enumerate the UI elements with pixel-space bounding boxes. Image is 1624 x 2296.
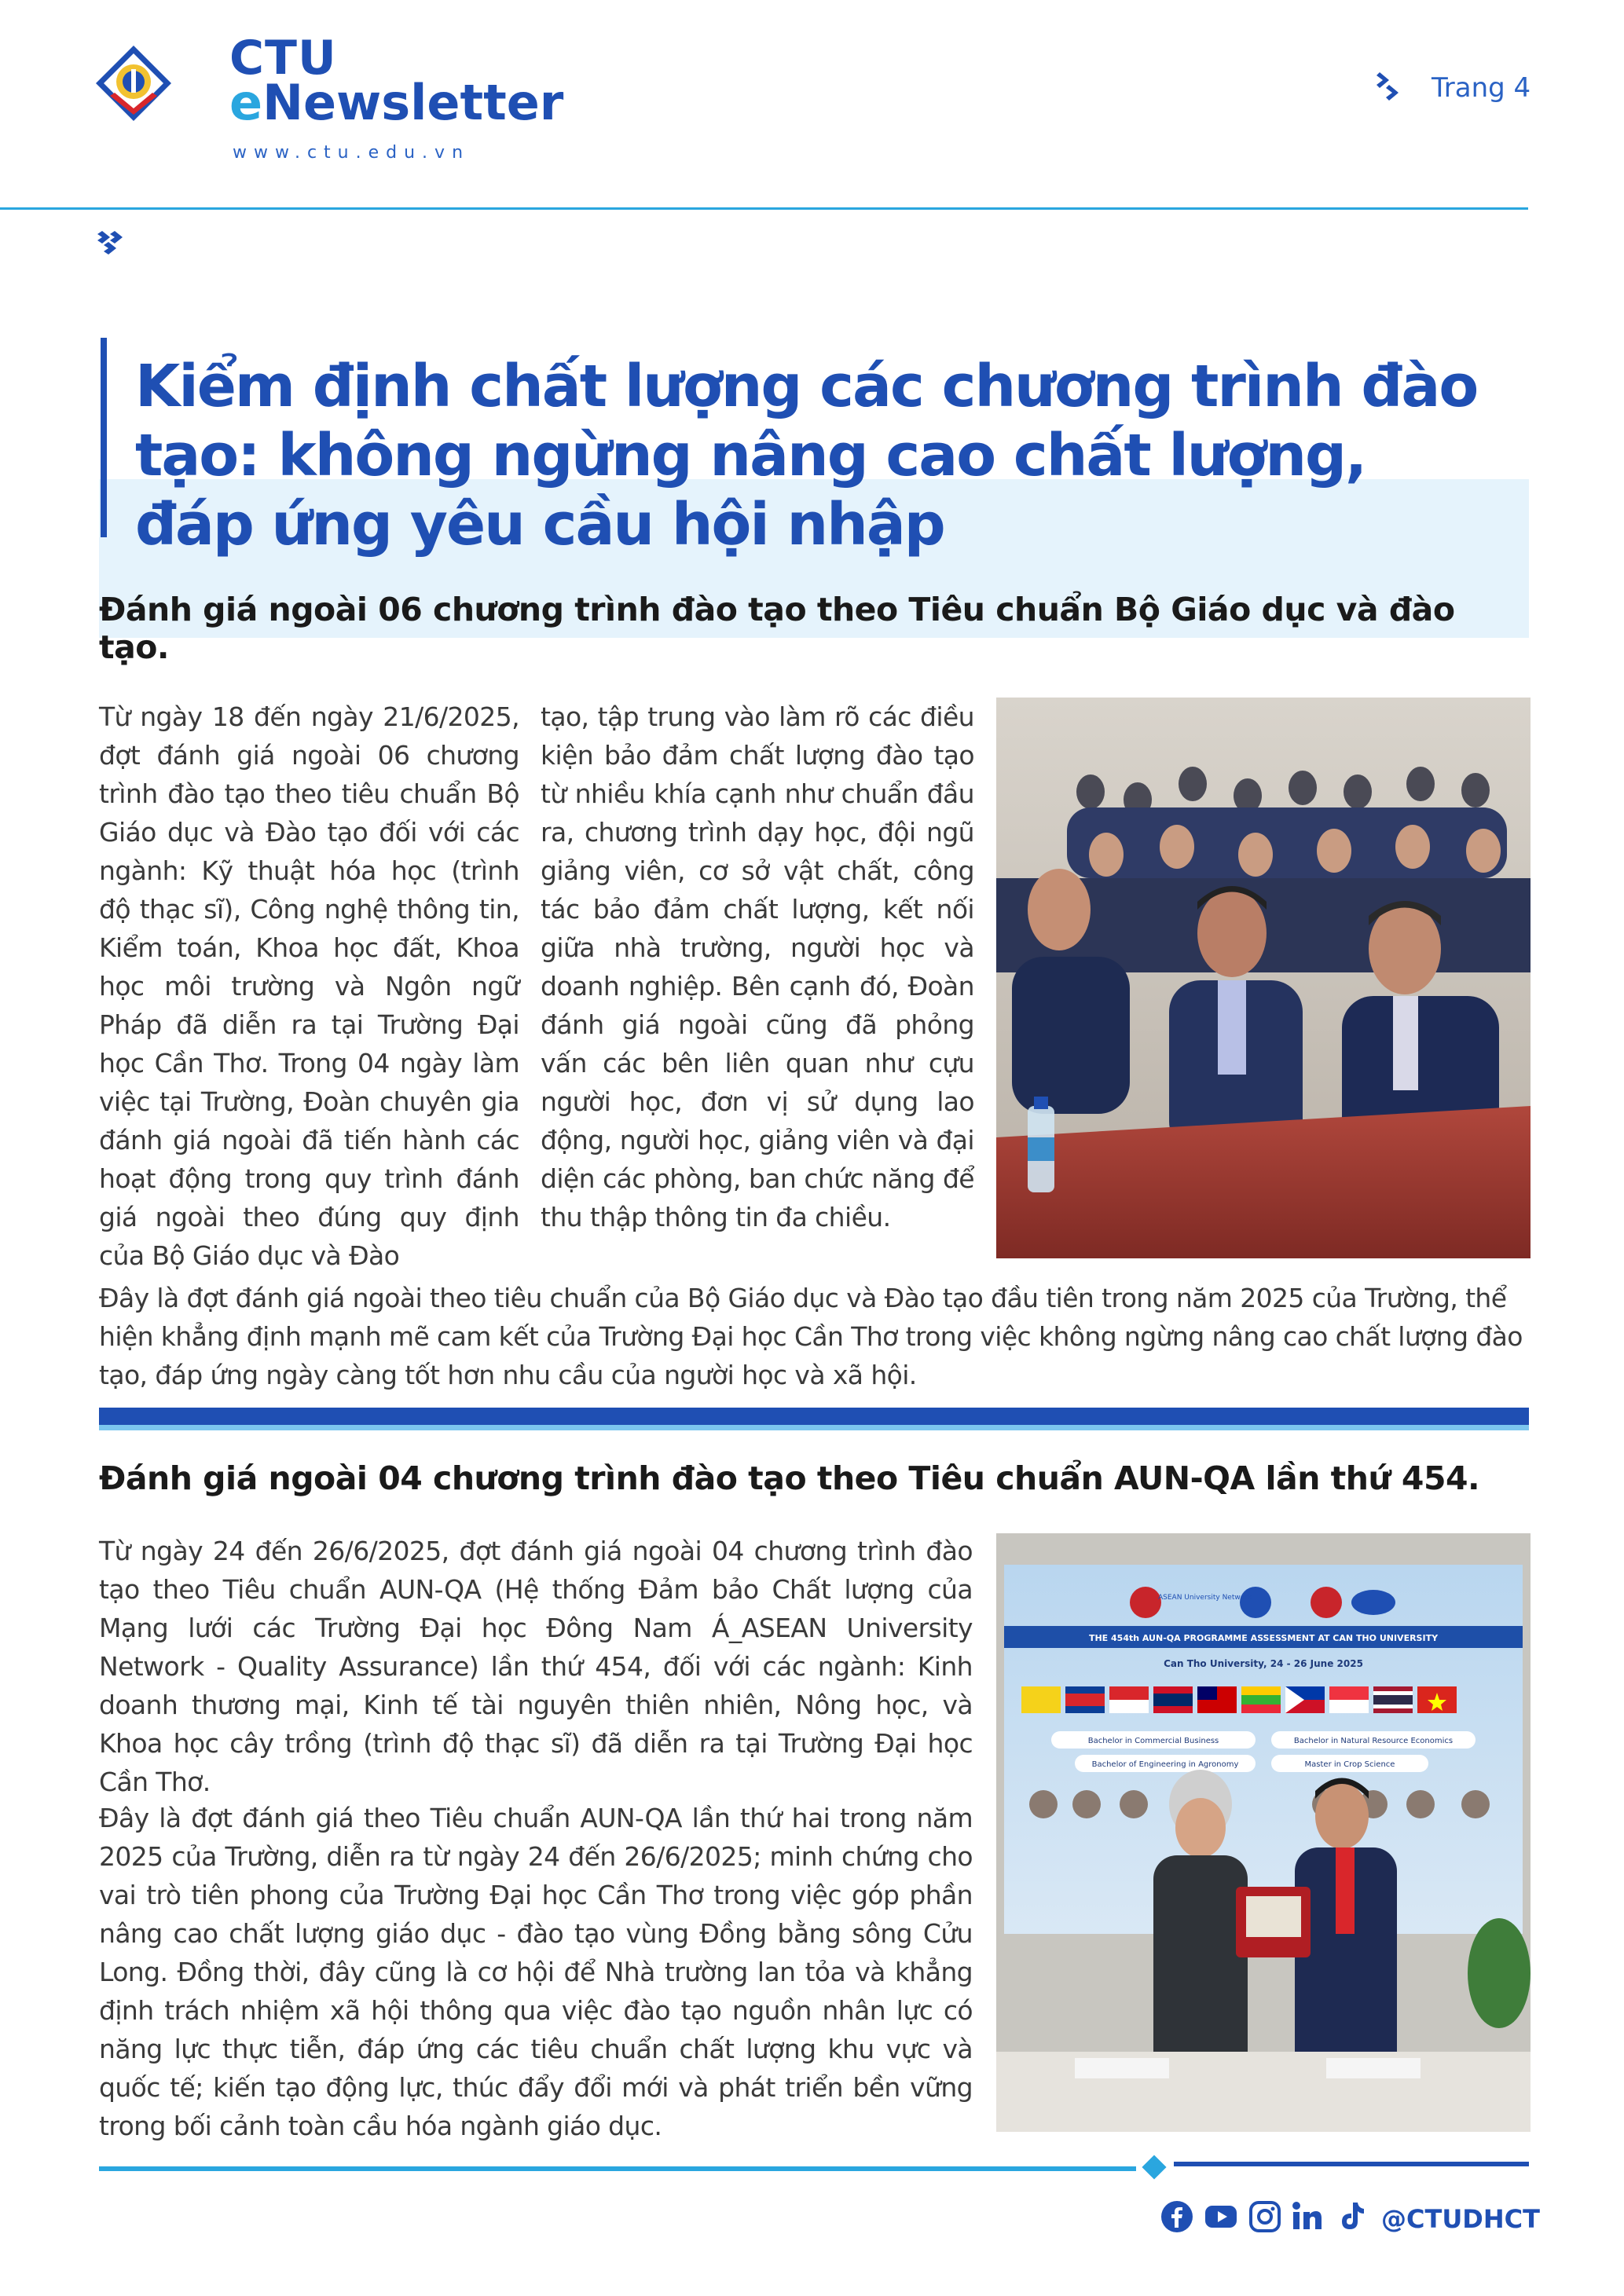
youtube-icon[interactable] — [1204, 2199, 1238, 2234]
footer-diamond — [1142, 2155, 1166, 2179]
footer-line-left — [99, 2166, 1136, 2171]
social-handle[interactable]: @CTUDHCT — [1381, 2204, 1540, 2234]
programme-2: Bachelor in Natural Resource Economics — [1293, 1737, 1454, 1745]
facebook-icon[interactable] — [1160, 2199, 1194, 2234]
section-divider-light — [99, 1425, 1529, 1430]
section-divider-dark — [99, 1408, 1529, 1425]
instagram-icon[interactable] — [1248, 2199, 1282, 2234]
section2-paragraph2: Đây là đợt đánh giá theo Tiêu chuẩn AUN-QA lần thứ hai trong năm 2025 của Trường, diễn ra từ ngày 24 đến 26/6/2025; minh chứng cho vai trò tiên phong của Trường Đại học Cần Thơ trong việc góp phần nâng cao chất lượng giáo dục - đào tạo vùng Đồng bằng sông Cửu Long. Đồng thời, đây cũng là cơ hội để Nhà trường lan tỏa và khẳng định trách nhiệm xã hội thông qua việc đào tạo nguồn nhân lực có năng lực thực tiễn, đáp ứng các tiêu chuẩn chất lượng khu vực và quốc tế; kiến tạo động lực, thúc đẩy đổi mới và phát triển bền vững trong bối cảnh toàn cầu hóa ngành giáo dục. — [99, 1803, 973, 2141]
section1-closing: Đây là đợt đánh giá ngoài theo tiêu chuẩn của Bộ Giáo dục và Đào tạo đầu tiên trong năm 2025 của Trường, thể hiện khẳng định mạnh mẽ cam kết của Trường Đại học Cần Thơ trong việc không ngừng nâng cao chất lượng đào tạo, đáp ứng ngày càng tốt hơn nhu cầu của người học và xã hội. — [99, 1283, 1523, 1390]
chevron-page-icon — [1377, 72, 1402, 101]
section1-column2: tạo, tập trung vào làm rõ các điều kiện bảo đảm chất lượng đào tạo từ nhiều khía cạnh như chuẩn đầu ra, chương trình dạy học, đội ngũ giảng viên, cơ sở vật chất, công tác bảo đảm chất lượng, kết nối giữa nhà trường, người học và doanh nghiệp. Bên cạnh đó, Đoàn đánh giá ngoài cũng đã phỏng vấn các bên liên quan như cựu người học, đơn vị sử dụng lao động, người học, giảng viên và đại diện các phòng, ban chức năng để thu thập thông tin đa chiều. — [541, 701, 974, 1232]
section2-paragraph1: Từ ngày 24 đến 26/6/2025, đợt đánh giá ngoài 04 chương trình đào tạo theo Tiêu chuẩn AUN-QA (Hệ thống Đảm bảo Chất lượng của Mạng lưới các Trường Đại học Đông Nam Á_ASEAN University Network - Quality Assurance) lần thứ 454, đối với các ngành: Kinh doanh thương mại, Kinh tế tài nguyên thiên nhiên, Nông học, và Khoa học cây trồng (trình độ thạc sĩ) đã diễn ra tại Trường Đại học Cần Thơ. — [99, 1536, 973, 1797]
footer-line-right — [1174, 2162, 1529, 2166]
double-chevron-icon — [96, 231, 134, 255]
section1-heading: Đánh giá ngoài 06 chương trình đào tạo theo Tiêu chuẩn Bộ Giáo dục và đào tạo. — [99, 591, 1455, 666]
section1-column1: Từ ngày 18 đến ngày 21/6/2025, đợt đánh giá ngoài 06 chương trình đào tạo theo tiêu chuẩn Bộ Giáo dục và Đào tạo đối với các ngành: Kỹ thuật hóa học (trình độ thạc sĩ), Công nghệ thông tin, Kiểm toán, Khoa học đất, Khoa học môi trường và Ngôn ngữ Pháp đã diễn ra tại Trường Đại học Cần Thơ. Trong 04 ngày làm việc tại Trường, Đoàn chuyên gia đánh giá ngoài đã tiến hành các hoạt động trong quy trình đánh giá ngoài theo đúng quy định của Bộ Giáo dục và Đào — [99, 701, 519, 1271]
tiktok-icon[interactable] — [1334, 2199, 1369, 2234]
aun-qa-ceremony-photo — [996, 1533, 1531, 2132]
programme-1: Bachelor in Commercial Business — [1087, 1737, 1219, 1745]
banner-network: ASEAN University Network — [1158, 1594, 1252, 1602]
university-logo — [94, 44, 173, 123]
programme-4: Master in Crop Science — [1304, 1760, 1395, 1769]
brand-enewsletter: eNewsletter — [229, 74, 564, 131]
banner-headline: THE 454th AUN-QA PROGRAMME ASSESSMENT AT CAN THO UNIVERSITY — [1088, 1633, 1439, 1643]
site-url[interactable]: www.ctu.edu.vn — [233, 143, 471, 163]
article-title: Kiểm định chất lượng các chương trình đào tạo: không ngừng nâng cao chất lượng, đáp ứng yêu cầu hội nhập — [135, 353, 1478, 558]
banner-dates: Can Tho University, 24 - 26 June 2025 — [1164, 1658, 1363, 1669]
header-divider — [0, 207, 1528, 210]
linkedin-icon[interactable] — [1290, 2199, 1325, 2234]
page-number: Trang 4 — [1432, 72, 1531, 104]
section2-heading: Đánh giá ngoài 04 chương trình đào tạo theo Tiêu chuẩn AUN-QA lần thứ 454. — [99, 1459, 1480, 1497]
programme-3: Bachelor of Engineering in Agronomy — [1091, 1760, 1239, 1769]
conference-audience-photo — [996, 698, 1531, 1258]
brand-ctu: CTU — [229, 31, 337, 86]
title-accent-bar — [101, 338, 107, 537]
